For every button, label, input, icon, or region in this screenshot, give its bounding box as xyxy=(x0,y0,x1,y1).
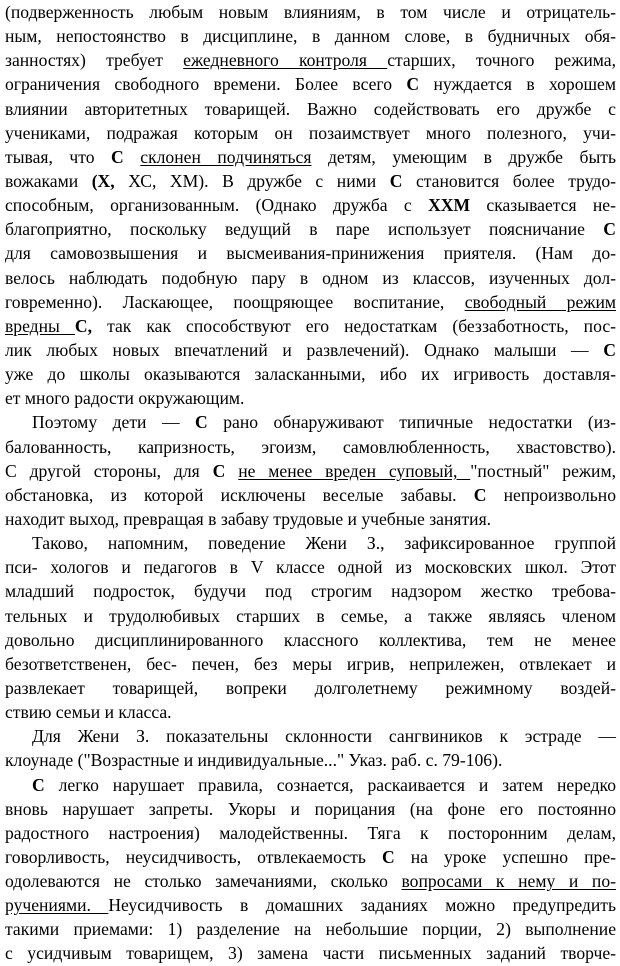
text-line xyxy=(5,459,616,483)
text-segment: ет много радости окружающим. xyxy=(5,388,245,409)
text-segment: "постный" режим, xyxy=(470,460,616,481)
text-line xyxy=(5,145,616,169)
text-segment xyxy=(124,147,141,167)
text-line xyxy=(5,531,616,555)
text-line xyxy=(5,676,616,700)
text-line xyxy=(5,266,616,290)
text-segment: одолеваются не столько замечаниями, сколько xyxy=(5,871,402,892)
text-line xyxy=(5,290,616,314)
text-line xyxy=(5,797,616,821)
text-line xyxy=(5,241,616,265)
text-line xyxy=(5,604,616,628)
text-segment: с усидчивым товарищем, 3) замена части письменных заданий творче- xyxy=(5,943,616,964)
text-line xyxy=(5,893,616,917)
text-line xyxy=(5,72,616,96)
text-line xyxy=(5,121,616,145)
text-segment: вожаками xyxy=(5,170,92,191)
text-segment: ограничения свободного времени. Более всего xyxy=(5,74,407,95)
text-segment: безответственен, бес- печен, без меры игрив, неприлежен, отвлекает и xyxy=(5,653,616,674)
text-segment: тельных и трудолюбивых старших в семье, а также являясь членом xyxy=(5,605,616,626)
text-segment: тывая, что xyxy=(5,146,112,167)
text-line xyxy=(5,24,616,48)
text-line xyxy=(5,700,616,724)
underlined-text: вредны xyxy=(5,315,75,336)
bold-text: С xyxy=(603,339,616,360)
text-line xyxy=(5,386,616,410)
text-line xyxy=(5,869,616,893)
text-segment: пси- хологов и педагогов в V классе одной из московских школ. Этот xyxy=(5,557,616,578)
bold-text: С xyxy=(603,219,616,240)
text-segment: С другой стороны, для xyxy=(5,460,213,481)
text-segment: балованность, капризность, эгоизм, самовлюбленность, хвастовство). xyxy=(5,436,616,457)
bold-text: С xyxy=(406,74,420,95)
bold-text: С xyxy=(381,846,395,867)
text-line xyxy=(5,314,616,338)
bold-text: С xyxy=(111,146,124,167)
text-line xyxy=(5,0,616,24)
text-segment: говременно). Ласкающее, поощряющее воспитание, xyxy=(5,291,465,312)
text-segment: сказывается не- xyxy=(470,195,616,216)
text-segment: непроизвольно xyxy=(486,484,616,505)
text-segment: для самовозвышения и высмеивания-принижения приятеля. (Нам до- xyxy=(5,243,616,264)
text-segment: рано обнаруживают типичные недостатки (из- xyxy=(207,412,616,433)
text-segment: уже до школы оказываются заласканными, ибо их игривость доставля- xyxy=(5,364,616,385)
text-line xyxy=(5,773,616,797)
text-line xyxy=(5,483,616,507)
bold-text: С xyxy=(212,460,226,481)
text-line xyxy=(5,169,616,193)
text-segment: Для Жени З. показательны склонности сангвиников к эстраде — xyxy=(32,726,616,747)
text-segment: ным, непостоянство в дисциплине, в данном слове, в будничных обя- xyxy=(5,26,616,47)
text-segment: радостного настроения) малодейственны. Тяга к посторонним делам, xyxy=(5,822,616,843)
text-segment: благоприятно, поскольку ведущий в паре использует поясничание xyxy=(5,219,604,240)
bold-text: С xyxy=(473,484,487,505)
text-segment: вновь нарушает запреты. Укоры и порицания (на фоне его постоянно xyxy=(5,798,616,819)
text-line xyxy=(5,362,616,386)
text-segment: так как способствуют его недостаткам (беззаботность, пос- xyxy=(92,315,616,336)
text-segment: влиянии авторитетных товарищей. Важно содействовать его дружбе с xyxy=(5,98,616,119)
text-segment: младший подросток, будучи под строгим надзором жестко требова- xyxy=(5,581,616,602)
text-line xyxy=(5,193,616,217)
bold-text: С, xyxy=(74,315,93,336)
text-segment: учениками, подражая которым он позаимствует много полезного, учи- xyxy=(5,122,616,143)
bold-text: С xyxy=(389,170,403,191)
text-line xyxy=(5,410,616,434)
underlined-text: ежедневного контроля xyxy=(183,50,388,71)
text-segment: обстановка, из которой исключены веселые забавы. xyxy=(5,484,474,505)
text-segment: (подверженность любым новым влияниям, в том числе и отрицатель- xyxy=(5,2,616,22)
underlined-text: не менее вреден суповый, xyxy=(238,460,471,481)
bold-text: С xyxy=(32,774,45,795)
underlined-text: свободный режим xyxy=(464,291,616,312)
underlined-text: вопросами к нему и по- xyxy=(401,871,616,892)
text-line xyxy=(5,724,616,748)
text-line xyxy=(5,97,616,121)
underlined-text: ручениями. xyxy=(5,895,109,916)
text-segment: довольно дисциплинированного классного коллектива, тем не менее xyxy=(5,629,616,650)
text-segment: нуждается в хорошем xyxy=(419,74,616,95)
text-line xyxy=(5,821,616,845)
text-segment: ствию семьи и класса. xyxy=(5,702,172,723)
bold-text: С xyxy=(195,412,208,433)
text-segment: старших, точного режима, xyxy=(387,50,616,71)
text-segment: клоунаде ("Возрастные и индивидуальные..." Указ. раб. с. 79-106). xyxy=(5,750,503,771)
text-segment: велось наблюдать подобную пару в одном из классов, изученных дол- xyxy=(5,267,616,288)
text-segment: легко нарушает правила, сознается, раскаивается и затем нередко xyxy=(44,774,616,795)
text-segment: детям, умеющим в дружбе быть xyxy=(311,146,616,167)
text-line xyxy=(5,845,616,869)
text-line xyxy=(5,48,616,72)
text-line xyxy=(5,748,616,772)
text-segment: Таково, напомним, поведение Жени З., зафиксированное группой xyxy=(32,533,616,554)
text-segment: Поэтому дети — xyxy=(32,412,196,433)
text-line xyxy=(5,917,616,941)
underlined-text: склонен подчиняться xyxy=(140,146,312,167)
text-segment: Неусидчивость в домашних заданиях можно предупредить xyxy=(108,895,616,916)
text-line xyxy=(5,579,616,603)
text-line xyxy=(5,555,616,579)
text-line xyxy=(5,941,616,965)
text-line xyxy=(5,217,616,241)
text-line xyxy=(5,507,616,531)
text-line xyxy=(5,435,616,459)
text-line xyxy=(5,628,616,652)
text-segment: способным, организованным. (Однако дружба с xyxy=(5,195,429,216)
text-segment: ХС, ХМ). В дружбе с ними xyxy=(114,170,390,191)
bold-text: ХХМ xyxy=(428,195,471,216)
text-segment: говорливость, неусидчивость, отвлекаемость xyxy=(5,846,382,867)
text-segment: такими приемами: 1) разделение на небольшие порции, 2) выполнение xyxy=(5,919,616,940)
bold-text: (Х, xyxy=(91,170,115,191)
text-line xyxy=(5,338,616,362)
text-segment: становится более трудо- xyxy=(402,170,616,191)
text-segment: находит выход, превращая в забаву трудовые и учебные занятия. xyxy=(5,508,492,529)
text-segment xyxy=(225,461,238,481)
text-segment: развлекает товарищей, вопреки долголетнему режимному воздей- xyxy=(5,677,616,698)
text-line xyxy=(5,652,616,676)
text-segment: на уроке успешно пре- xyxy=(394,846,616,867)
text-segment: лик любых новых впечатлений и развлечений). Однако малыши — xyxy=(5,339,604,360)
text-segment: занностях) требует xyxy=(5,50,184,71)
